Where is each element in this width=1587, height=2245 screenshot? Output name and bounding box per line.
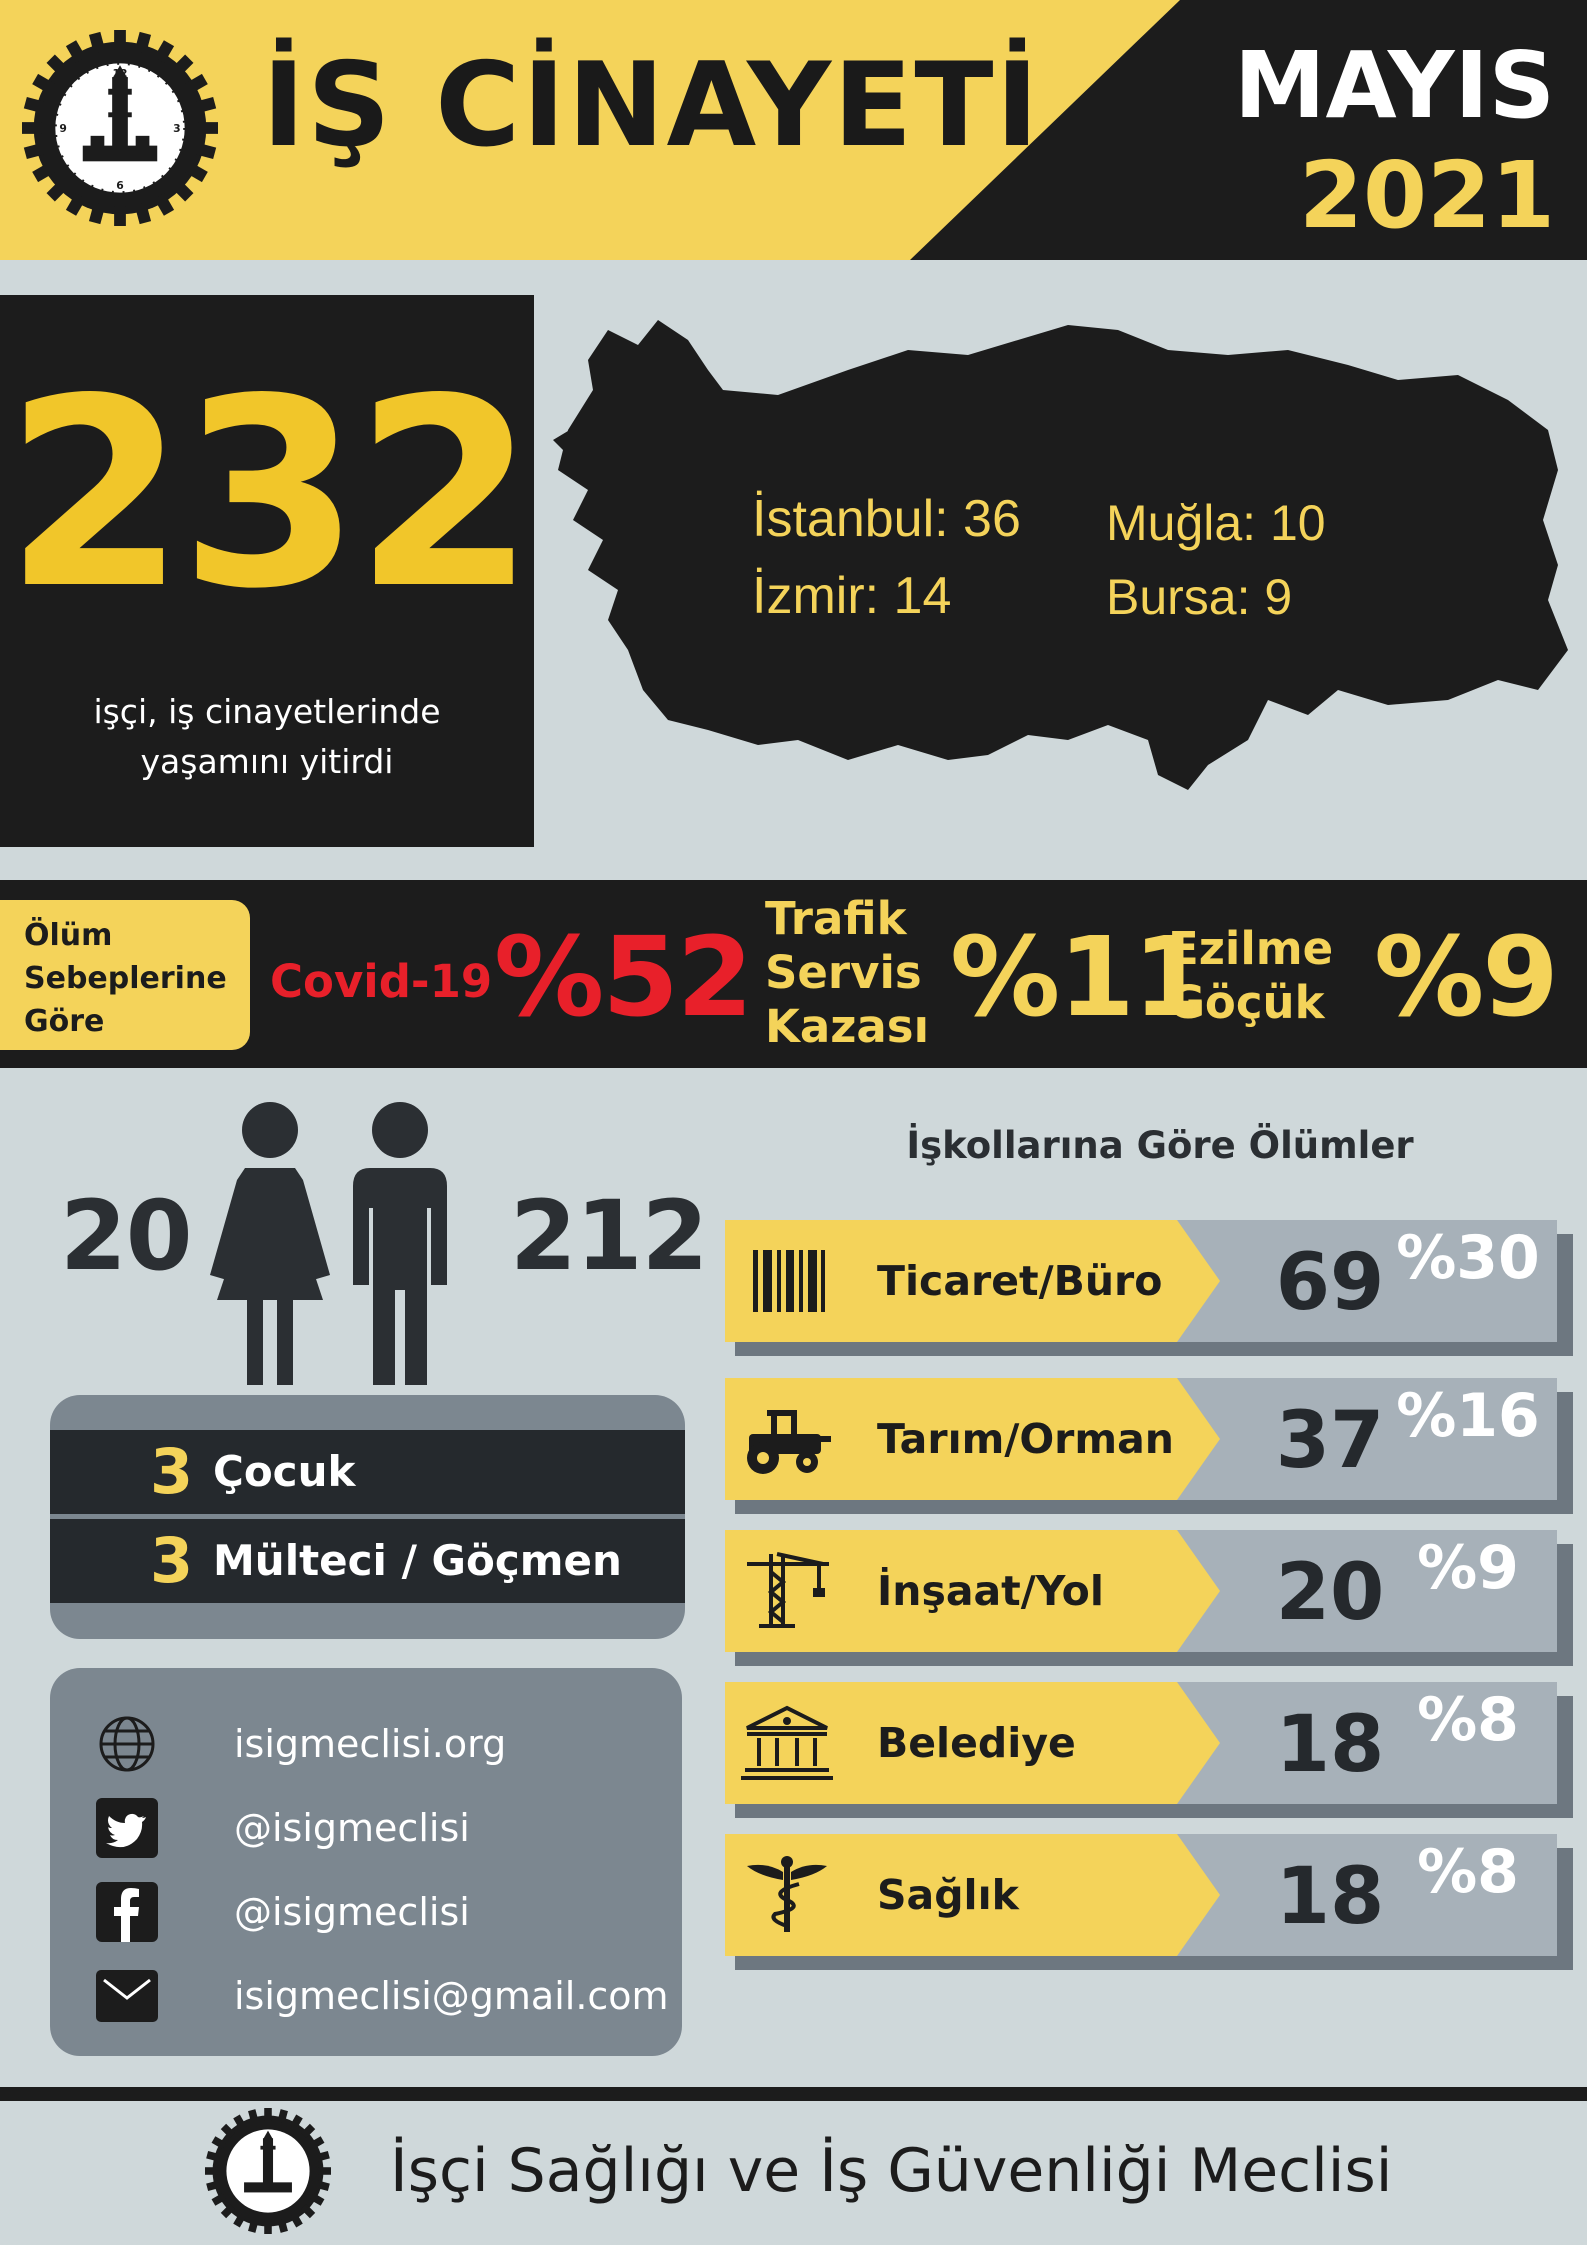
email-text[interactable]: isigmeclisi@gmail.com bbox=[234, 1974, 669, 2018]
causes-tag-line3: Göre bbox=[24, 1004, 105, 1039]
causes-tag bbox=[0, 900, 250, 1050]
sector-percent: %8 bbox=[1417, 1685, 1519, 1755]
sector-row-commerce bbox=[725, 1220, 1563, 1342]
footer-divider bbox=[0, 2087, 1587, 2101]
caduceus-icon bbox=[739, 1856, 835, 1934]
facebook-icon bbox=[94, 1882, 160, 1942]
child-row bbox=[50, 1430, 685, 1514]
facebook-handle[interactable]: @isigmeclisi bbox=[234, 1890, 470, 1934]
barcode-icon bbox=[739, 1242, 835, 1320]
woman-man-icon bbox=[205, 1100, 475, 1385]
sector-row-municipality bbox=[725, 1682, 1563, 1804]
special-groups-panel bbox=[50, 1395, 685, 1639]
total-description-line1: işçi, iş cinayetlerinde bbox=[93, 692, 441, 731]
cause-covid-percent: %52 bbox=[494, 913, 752, 1041]
sector-percent: %30 bbox=[1396, 1223, 1540, 1293]
twitter-icon bbox=[94, 1798, 160, 1858]
sector-chart-title: İşkollarına Göre Ölümler bbox=[906, 1124, 1414, 1167]
migrant-label: Mülteci / Göçmen bbox=[213, 1536, 622, 1585]
city-mugla: Muğla: 10 bbox=[1106, 495, 1326, 551]
gear-logo-icon bbox=[22, 30, 218, 226]
twitter-handle[interactable]: @isigmeclisi bbox=[234, 1806, 470, 1850]
globe-icon bbox=[94, 1714, 160, 1774]
report-month: MAYIS bbox=[1233, 32, 1555, 139]
city-bursa: Bursa: 9 bbox=[1106, 569, 1293, 625]
female-count: 20 bbox=[60, 1180, 192, 1292]
header-banner bbox=[0, 0, 1587, 260]
causes-tag-line1: Ölüm bbox=[24, 918, 113, 953]
gear-logo-icon bbox=[205, 2108, 331, 2234]
cause-traffic-line3: Kazası bbox=[765, 1000, 930, 1053]
causes-tag-line2: Sebeplerine bbox=[24, 961, 227, 996]
cause-traffic-percent: %11 bbox=[950, 913, 1208, 1041]
sector-label: Ticaret/Büro bbox=[877, 1257, 1163, 1305]
cause-traffic-line1: Trafik bbox=[765, 892, 907, 945]
page-title: İŞ CİNAYETİ bbox=[262, 38, 1041, 173]
mail-icon bbox=[94, 1966, 160, 2026]
sector-count: 18 bbox=[1275, 1700, 1385, 1790]
sector-count: 20 bbox=[1275, 1548, 1385, 1638]
sector-percent: %9 bbox=[1417, 1533, 1519, 1603]
cause-traffic-line2: Servis bbox=[765, 946, 922, 999]
total-description-line2: yaşamını yitirdi bbox=[140, 742, 394, 781]
total-deaths-value: 232 bbox=[4, 344, 530, 646]
sector-count: 18 bbox=[1275, 1852, 1385, 1942]
organization-name: İşçi Sağlığı ve İş Güvenliği Meclisi bbox=[390, 2136, 1393, 2206]
cause-covid-label: Covid-19 bbox=[270, 955, 493, 1008]
logo-clock-6: 6 bbox=[116, 178, 124, 192]
sector-percent: %16 bbox=[1396, 1381, 1540, 1451]
cause-crush-label bbox=[1168, 922, 1333, 1030]
child-count: 3 bbox=[150, 1435, 194, 1508]
report-year: 2021 bbox=[1298, 142, 1555, 249]
sector-row-health bbox=[725, 1834, 1563, 1956]
building-icon bbox=[739, 1704, 835, 1782]
migrant-count: 3 bbox=[150, 1524, 194, 1597]
logo-clock-12: 12 bbox=[112, 67, 128, 81]
turkey-map-icon bbox=[548, 320, 1568, 790]
city-izmir: İzmir: 14 bbox=[752, 567, 952, 625]
sector-label: Tarım/Orman bbox=[877, 1415, 1174, 1463]
cause-crush-line2: Göçük bbox=[1168, 976, 1325, 1029]
male-count: 212 bbox=[510, 1180, 708, 1292]
death-causes-strip bbox=[0, 880, 1587, 1068]
sector-label: Belediye bbox=[877, 1719, 1076, 1767]
sector-count: 37 bbox=[1275, 1396, 1385, 1486]
cause-crush-line1: Ezilme bbox=[1168, 922, 1334, 975]
cause-traffic-label bbox=[765, 892, 929, 1054]
sector-row-agriculture bbox=[725, 1378, 1563, 1500]
city-istanbul: İstanbul: 36 bbox=[752, 490, 1021, 548]
tractor-icon bbox=[739, 1400, 835, 1478]
sector-row-construction bbox=[725, 1530, 1563, 1652]
sector-label: Sağlık bbox=[877, 1871, 1019, 1919]
child-label: Çocuk bbox=[213, 1447, 356, 1496]
crane-icon bbox=[739, 1552, 835, 1630]
sector-count: 69 bbox=[1275, 1238, 1385, 1328]
sector-label: İnşaat/Yol bbox=[877, 1567, 1104, 1615]
logo-clock-3: 3 bbox=[173, 121, 181, 135]
migrant-row bbox=[50, 1519, 685, 1603]
contact-panel bbox=[50, 1668, 682, 2056]
total-deaths-description bbox=[0, 687, 534, 787]
total-deaths-panel bbox=[0, 295, 534, 847]
logo-clock-9: 9 bbox=[59, 121, 67, 135]
cause-crush-percent: %9 bbox=[1374, 913, 1557, 1041]
sector-percent: %8 bbox=[1417, 1837, 1519, 1907]
website-text[interactable]: isigmeclisi.org bbox=[234, 1722, 507, 1766]
